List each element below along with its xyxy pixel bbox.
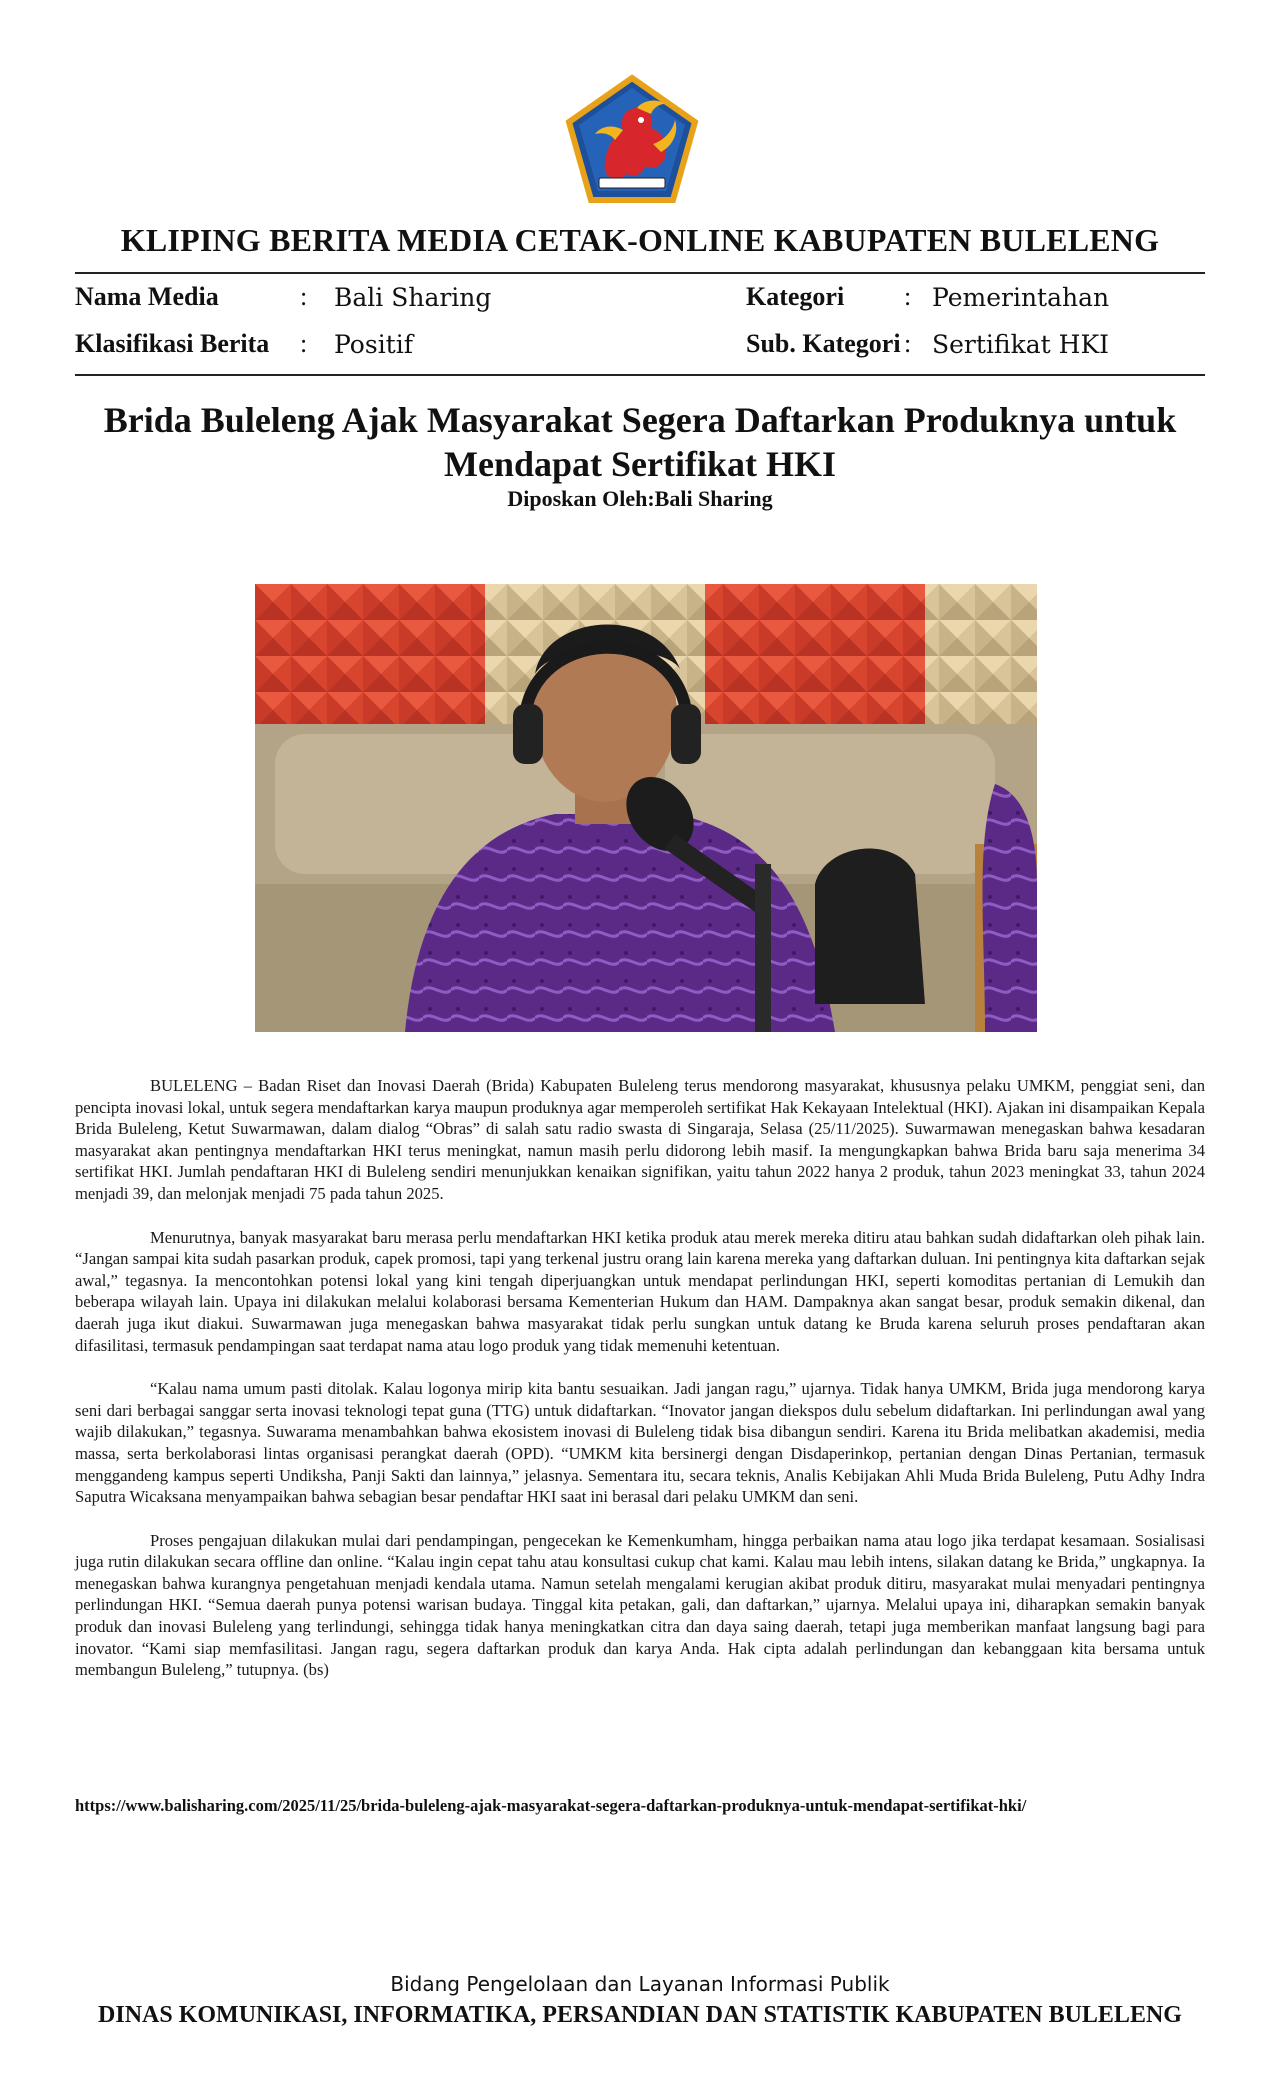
article-paragraph: BULELENG – Badan Riset dan Inovasi Daerah (Brida) Kabupaten Buleleng terus mendorong masyarakat, khususnya pelaku UMKM, penggiat seni, dan pencipta inovasi lokal, untuk segera mendaftarkan karya maupun produknya agar memperoleh sertifikat Hak Kekayaan Intelektual (HKI). Ajakan ini disampaikan Kepala Brida Buleleng, Ketut Suwarmawan, dalam dialog “Obras” di salah satu radio swasta di Singaraja, Selasa (25/11/2025). Suwarmawan menegaskan bahwa kesadaran masyarakat akan pentingnya mendaftarkan HKI terus meningkat, namun masih perlu didorong lebih masif. Ia mengungkapkan bahwa Brida baru saja menerima 34 sertifikat HKI. Jumlah pendaftaran HKI di Buleleng sendiri menunjukkan kenaikan signifikan, yaitu tahun 2022 hanya 2 produk, tahun 2023 meningkat 33, tahun 2024 menjadi 39, dan melonjak menjadi 75 pada tahun 2025.	[75, 1076, 1205, 1203]
article-paragraph: Proses pengajuan dilakukan mulai dari pendampingan, pengecekan ke Kemenkumham, hingga perbaikan nama atau logo jika terdapat kesamaan. Sosialisasi juga rutin dilakukan secara offline dan online. “Kalau ingin cepat tahu atau konsultasi cukup chat kami. Kalau mau lebih intens, silakan datang ke Brida,” ungkapnya. Ia menegaskan bahwa kurangnya pengetahuan menjadi kendala utama. Namun setelah mengalami kerugian akibat produk ditiru, masyarakat mulai menyadari pentingnya perlindungan HKI. “Semua daerah punya potensi warisan budaya. Tinggal kita petakan, gali, dan daftarkan,” ujarnya. Melalui upaya ini, diharapkan semakin banyak produk dan inovasi Buleleng yang terlindungi, sehingga tidak hanya meningkatkan citra dan daya saing daerah, tetapi juga memberikan manfaat langsung bagi para inovator. “Kami siap memfasilitasi. Jangan ragu, segera daftarkan produk dan karya Anda. Hak cipta adalah perlindungan dan kebanggaan kita bersama untuk membangun Buleleng,” tutupnya. (bs)	[75, 1530, 1205, 1680]
regency-emblem-logo	[565, 74, 699, 204]
article-paragraph: “Kalau nama umum pasti ditolak. Kalau logonya mirip kita bantu sesuaikan. Jadi jangan ragu,” ujarnya. Tidak hanya UMKM, Brida juga mendorong karya seni dari berbagai sanggar serta inovasi teknologi tepat guna (TTG) untuk didaftarkan. “Inovator jangan diekspos dulu sebelum didaftarkan. Ini perlindungan awal yang wajib dilakukan,” tegasnya. Suwarama menambahkan bahwa ekosistem inovasi di Buleleng tidak bisa dibangun sendiri. Karena itu Brida melibatkan akademisi, media massa, serta berkolaborasi lintas organisasi perangkat daerah (OPD). “UMKM kita bersinergi dengan Disdaperinkop, pertanian dengan Dinas Pertanian, termasuk menggandeng kampus seperti Undiksha, Panji Sakti dan lainnya,” jelasnya. Sementara itu, secara teknis, Analis Kebijakan Ahli Muda Brida Buleleng, Putu Adhy Indra Saputra Wicaksana menyampaikan bahwa sebagian besar pendaftar HKI saat ini berasal dari pelaku UMKM dan seni.	[75, 1379, 1205, 1507]
header-top-rule	[75, 272, 1205, 274]
classification-value: Positif	[334, 330, 413, 359]
article-title	[75, 398, 1205, 486]
footer-division: Bidang Pengelolaan dan Layanan Informasi Publik	[390, 1972, 890, 1996]
media-colon: :	[300, 282, 308, 311]
source-url-link[interactable]: https://www.balisharing.com/2025/11/25/brida-buleleng-ajak-masyarakat-segera-daftarkan-produknya-untuk-mendapat-sertifikat-hki/	[75, 1796, 1027, 1815]
article-title-line2: Mendapat Sertifikat HKI	[444, 444, 836, 484]
radio-interview-photo-icon	[255, 584, 1037, 1032]
classification-label: Klasifikasi Berita	[75, 329, 270, 358]
media-label: Nama Media	[75, 282, 219, 311]
clipping-header-title: KLIPING BERITA MEDIA CETAK-ONLINE KABUPATEN BULELENG	[120, 222, 1160, 258]
category-colon: :	[904, 282, 912, 311]
header-bottom-rule	[75, 374, 1205, 376]
category-label: Kategori	[746, 282, 845, 311]
subcategory-colon: :	[904, 329, 912, 358]
footer-agency: DINAS KOMUNIKASI, INFORMATIKA, PERSANDIAN DAN STATISTIK KABUPATEN BULELENG	[98, 2002, 1182, 2028]
subcategory-label: Sub. Kategori	[746, 329, 901, 358]
classification-colon: :	[300, 329, 308, 358]
subcategory-value: Sertifikat HKI	[932, 330, 1109, 359]
media-value: Bali Sharing	[334, 283, 492, 312]
article-paragraph: Menurutnya, banyak masyarakat baru merasa perlu mendaftarkan HKI ketika produk atau merek mereka ditiru atau bahkan sudah didaftarkan oleh pihak lain. “Jangan sampai kita sudah pasarkan produk, capek promosi, tapi yang terkenal justru orang lain karena mereka yang daftarkan duluan. Ini pentingnya kita daftarkan sejak awal,” tegasnya. Ia mencontohkan potensi lokal yang kini tengah diperjuangkan untuk mendapat perlindungan HKI, seperti komoditas pertanian di Lemukih dan beberapa wilayah lain. Upaya ini dilakukan melalui kolaborasi bersama Kementerian Hukum dan HAM. Dampaknya akan sangat besar, produk semakin dikenal, dan daerah juga ikut diakui. Suwarmawan juga menegaskan bahwa masyarakat tidak perlu sungkan untuk datang ke Bruda karena seluruh proses pendaftaran akan difasilitasi, termasuk pendampingan saat terdapat nama atau logo produk yang tidak memenuhi ketentuan.	[75, 1227, 1205, 1355]
emblem-icon	[565, 74, 699, 204]
article-photo	[255, 584, 1037, 1032]
category-value: Pemerintahan	[932, 283, 1110, 312]
article-title-line1: Brida Buleleng Ajak Masyarakat Segera Daftarkan Produknya untuk	[103, 400, 1177, 440]
article-byline: Diposkan Oleh:Bali Sharing	[507, 486, 773, 511]
article-body	[75, 1075, 1205, 1703]
